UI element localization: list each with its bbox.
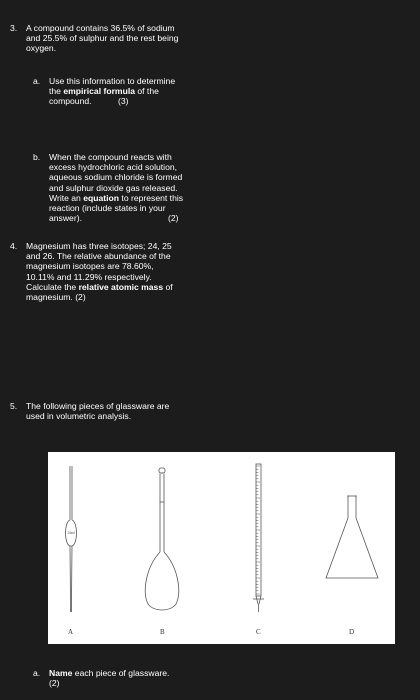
- glassware-label-b: B: [160, 628, 165, 636]
- pipette-mark-label: 25ml: [67, 531, 76, 535]
- part-line: compound.: [49, 96, 92, 107]
- text-run: the: [49, 86, 64, 97]
- question-line: magnesium. (2): [26, 292, 86, 303]
- part-line: [49, 86, 175, 96]
- part-line: When the compound reacts with: [49, 152, 172, 162]
- text-run: of: [163, 281, 173, 292]
- question-line: 10.11% and 11.29% respectively.: [26, 271, 152, 282]
- glassware-label-a: A: [68, 628, 74, 636]
- marks-label: (3): [118, 96, 129, 106]
- burette-drawing: [253, 464, 264, 612]
- question-line: and 26. The relative abundance of the: [26, 251, 171, 262]
- glassware-label-c: C: [256, 628, 261, 636]
- text-run: to represent this: [119, 192, 184, 203]
- part-line: and sulphur dioxide gas released.: [49, 182, 178, 193]
- question-line: and 25.5% of sulphur and the rest being: [26, 33, 179, 44]
- part-line: answer).: [49, 213, 82, 224]
- text-run: Calculate the: [26, 281, 79, 292]
- glassware-label-d: D: [349, 628, 355, 636]
- part-line: [49, 668, 169, 678]
- glassware-figure: [48, 452, 395, 644]
- question-number: 3.: [10, 23, 18, 33]
- question-text: [26, 401, 169, 421]
- part-line: excess hydrochloric acid solution,: [49, 162, 178, 173]
- part-text: [49, 668, 169, 688]
- question-number: 4.: [10, 241, 18, 251]
- marks-label: (2): [49, 678, 60, 689]
- text-run: each piece of glassware.: [72, 668, 170, 678]
- part-letter: a.: [33, 76, 41, 86]
- text-run: Write an: [49, 192, 84, 203]
- part-line: Use this information to determine: [49, 76, 176, 86]
- part-line: reaction (include states in your: [49, 203, 166, 214]
- key-term: equation: [83, 192, 120, 203]
- question-line: oxygen.: [26, 43, 57, 54]
- part-line: aqueous sodium chloride is formed: [49, 172, 183, 183]
- part-letter: b.: [33, 152, 41, 162]
- part-text: [49, 152, 183, 223]
- question-line: A compound contains 36.5% of sodium: [26, 23, 175, 33]
- pipette-drawing: [66, 466, 77, 612]
- key-term: Name: [49, 668, 73, 678]
- question-line: magnesium isotopes are 78.60%,: [26, 261, 154, 272]
- key-term: empirical formula: [63, 86, 135, 97]
- question-line: The following pieces of glassware are: [26, 401, 170, 411]
- question-line: [26, 282, 173, 292]
- question-text: [26, 241, 173, 302]
- key-term: relative atomic mass: [78, 281, 164, 292]
- part-line: [49, 193, 183, 203]
- part-text: [49, 76, 175, 107]
- part-letter: a.: [33, 668, 41, 678]
- question-line: used in volumetric analysis.: [26, 411, 132, 422]
- conical-flask-drawing: [326, 496, 378, 578]
- burette-graduations: [256, 466, 260, 594]
- question-line: Magnesium has three isotopes; 24, 25: [26, 241, 172, 251]
- text-run: of the: [134, 86, 159, 97]
- volumetric-flask-drawing: [145, 468, 178, 610]
- question-text: [26, 23, 178, 54]
- glassware-drawing: [48, 452, 395, 644]
- marks-label: (2): [168, 213, 179, 223]
- question-number: 5.: [10, 401, 18, 411]
